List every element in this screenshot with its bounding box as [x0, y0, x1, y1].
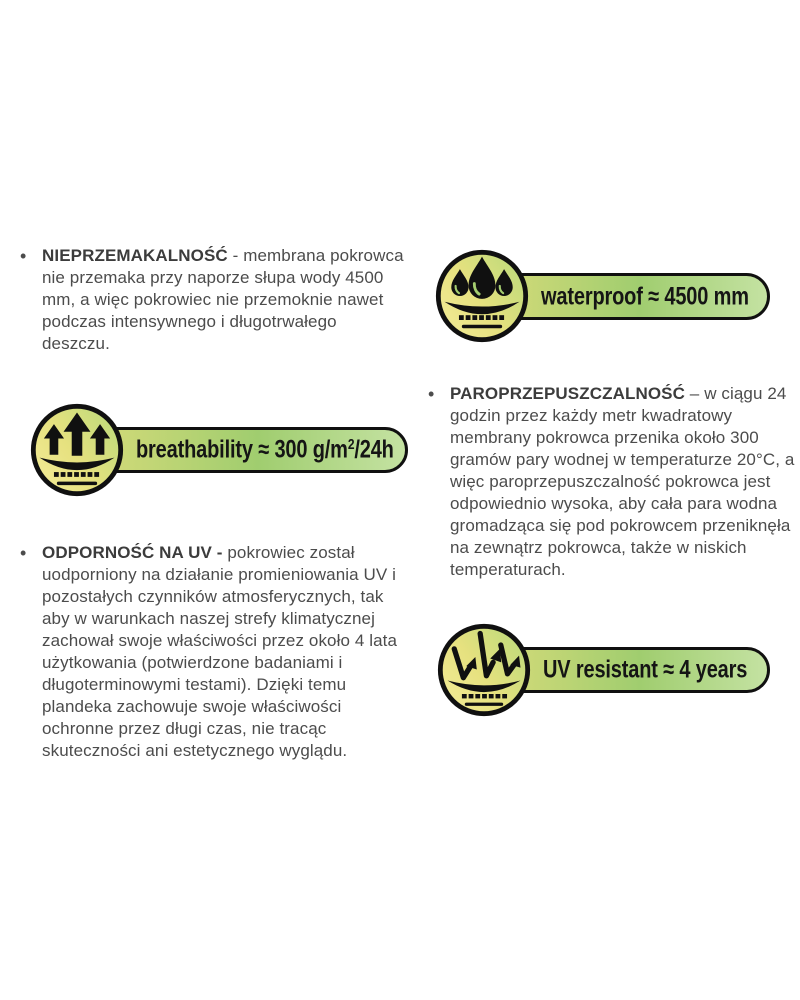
- bullet-item-vapor-permeability: [428, 383, 800, 581]
- bullet-item-uv-resistance: [20, 542, 404, 762]
- bullet-paragraph: [42, 542, 404, 762]
- bullet-item-waterproofness: [20, 245, 404, 355]
- bullet-marker: •: [20, 246, 27, 266]
- waterproof-pill-label: [541, 282, 749, 311]
- uv-resistant-label-main: UV resistant ≈ 4 years: [543, 655, 748, 684]
- breathability-label-tail: /24h: [354, 435, 394, 464]
- badge-waterproof: [434, 248, 770, 344]
- bullet-marker: •: [20, 543, 27, 563]
- breathability-label-sup: 2: [347, 436, 355, 454]
- breathability-arrows-icon: [29, 402, 125, 498]
- bullet-body-waterproofness: membrana pokrowca nie przemaka przy naporze słupa wody 4500 mm, a więc pokrowiec nie przemoknie nawet podczas intensywnego i długotrwałego deszczu.: [42, 246, 404, 353]
- uv-rays-icon: [436, 622, 532, 718]
- bullet-paragraph: [450, 383, 800, 581]
- bullet-body-vapor: w ciągu 24 godzin przez każdy metr kwadratowy membrany pokrowca przenika około 300 gramów pary wodnej w temperaturze 20°C, a więc paroprzepuszczalność pokrowca jest odpowiednio wysoka, aby cała para wodna gromadząca się pod pokrowcem przeniknęła na zewnątrz pokrowca, także w niskich temperaturach.: [450, 384, 795, 579]
- bullet-separator: –: [684, 384, 705, 403]
- bullet-paragraph: [42, 245, 404, 355]
- breathability-pill-label: [136, 435, 394, 464]
- badge-uv-resistant: [436, 622, 770, 718]
- badge-breathability: [29, 402, 408, 498]
- water-drops-icon: [434, 248, 530, 344]
- bullet-title-waterproofness: NIEPRZEMAKALNOŚĆ: [42, 246, 228, 265]
- bullet-separator: -: [227, 246, 244, 265]
- waterproof-label-main: waterproof ≈ 4500 mm: [541, 282, 749, 311]
- breathability-label-main: breathability ≈ 300 g/m: [136, 435, 348, 464]
- bullet-marker: •: [428, 384, 435, 404]
- bullet-title-vapor: PAROPRZEPUSZCZALNOŚĆ: [450, 384, 685, 403]
- uv-resistant-pill-label: [543, 655, 747, 684]
- bullet-title-uv: ODPORNOŚĆ NA UV -: [42, 543, 223, 562]
- bullet-body-uv: pokrowiec został uodporniony na działanie promieniowania UV i pozostałych czynników atmosferycznych, tak aby w warunkach naszej strefy klimatycznej zachował swoje właściwości przez około 4 lata użytkowania (potwierdzone badaniami i długoterminowymi testami). Dzięki temu plandeka zachowuje swoje właściwości ochronne przez długi czas, nie tracąc skuteczności ani estetycznego wyglądu.: [42, 543, 398, 760]
